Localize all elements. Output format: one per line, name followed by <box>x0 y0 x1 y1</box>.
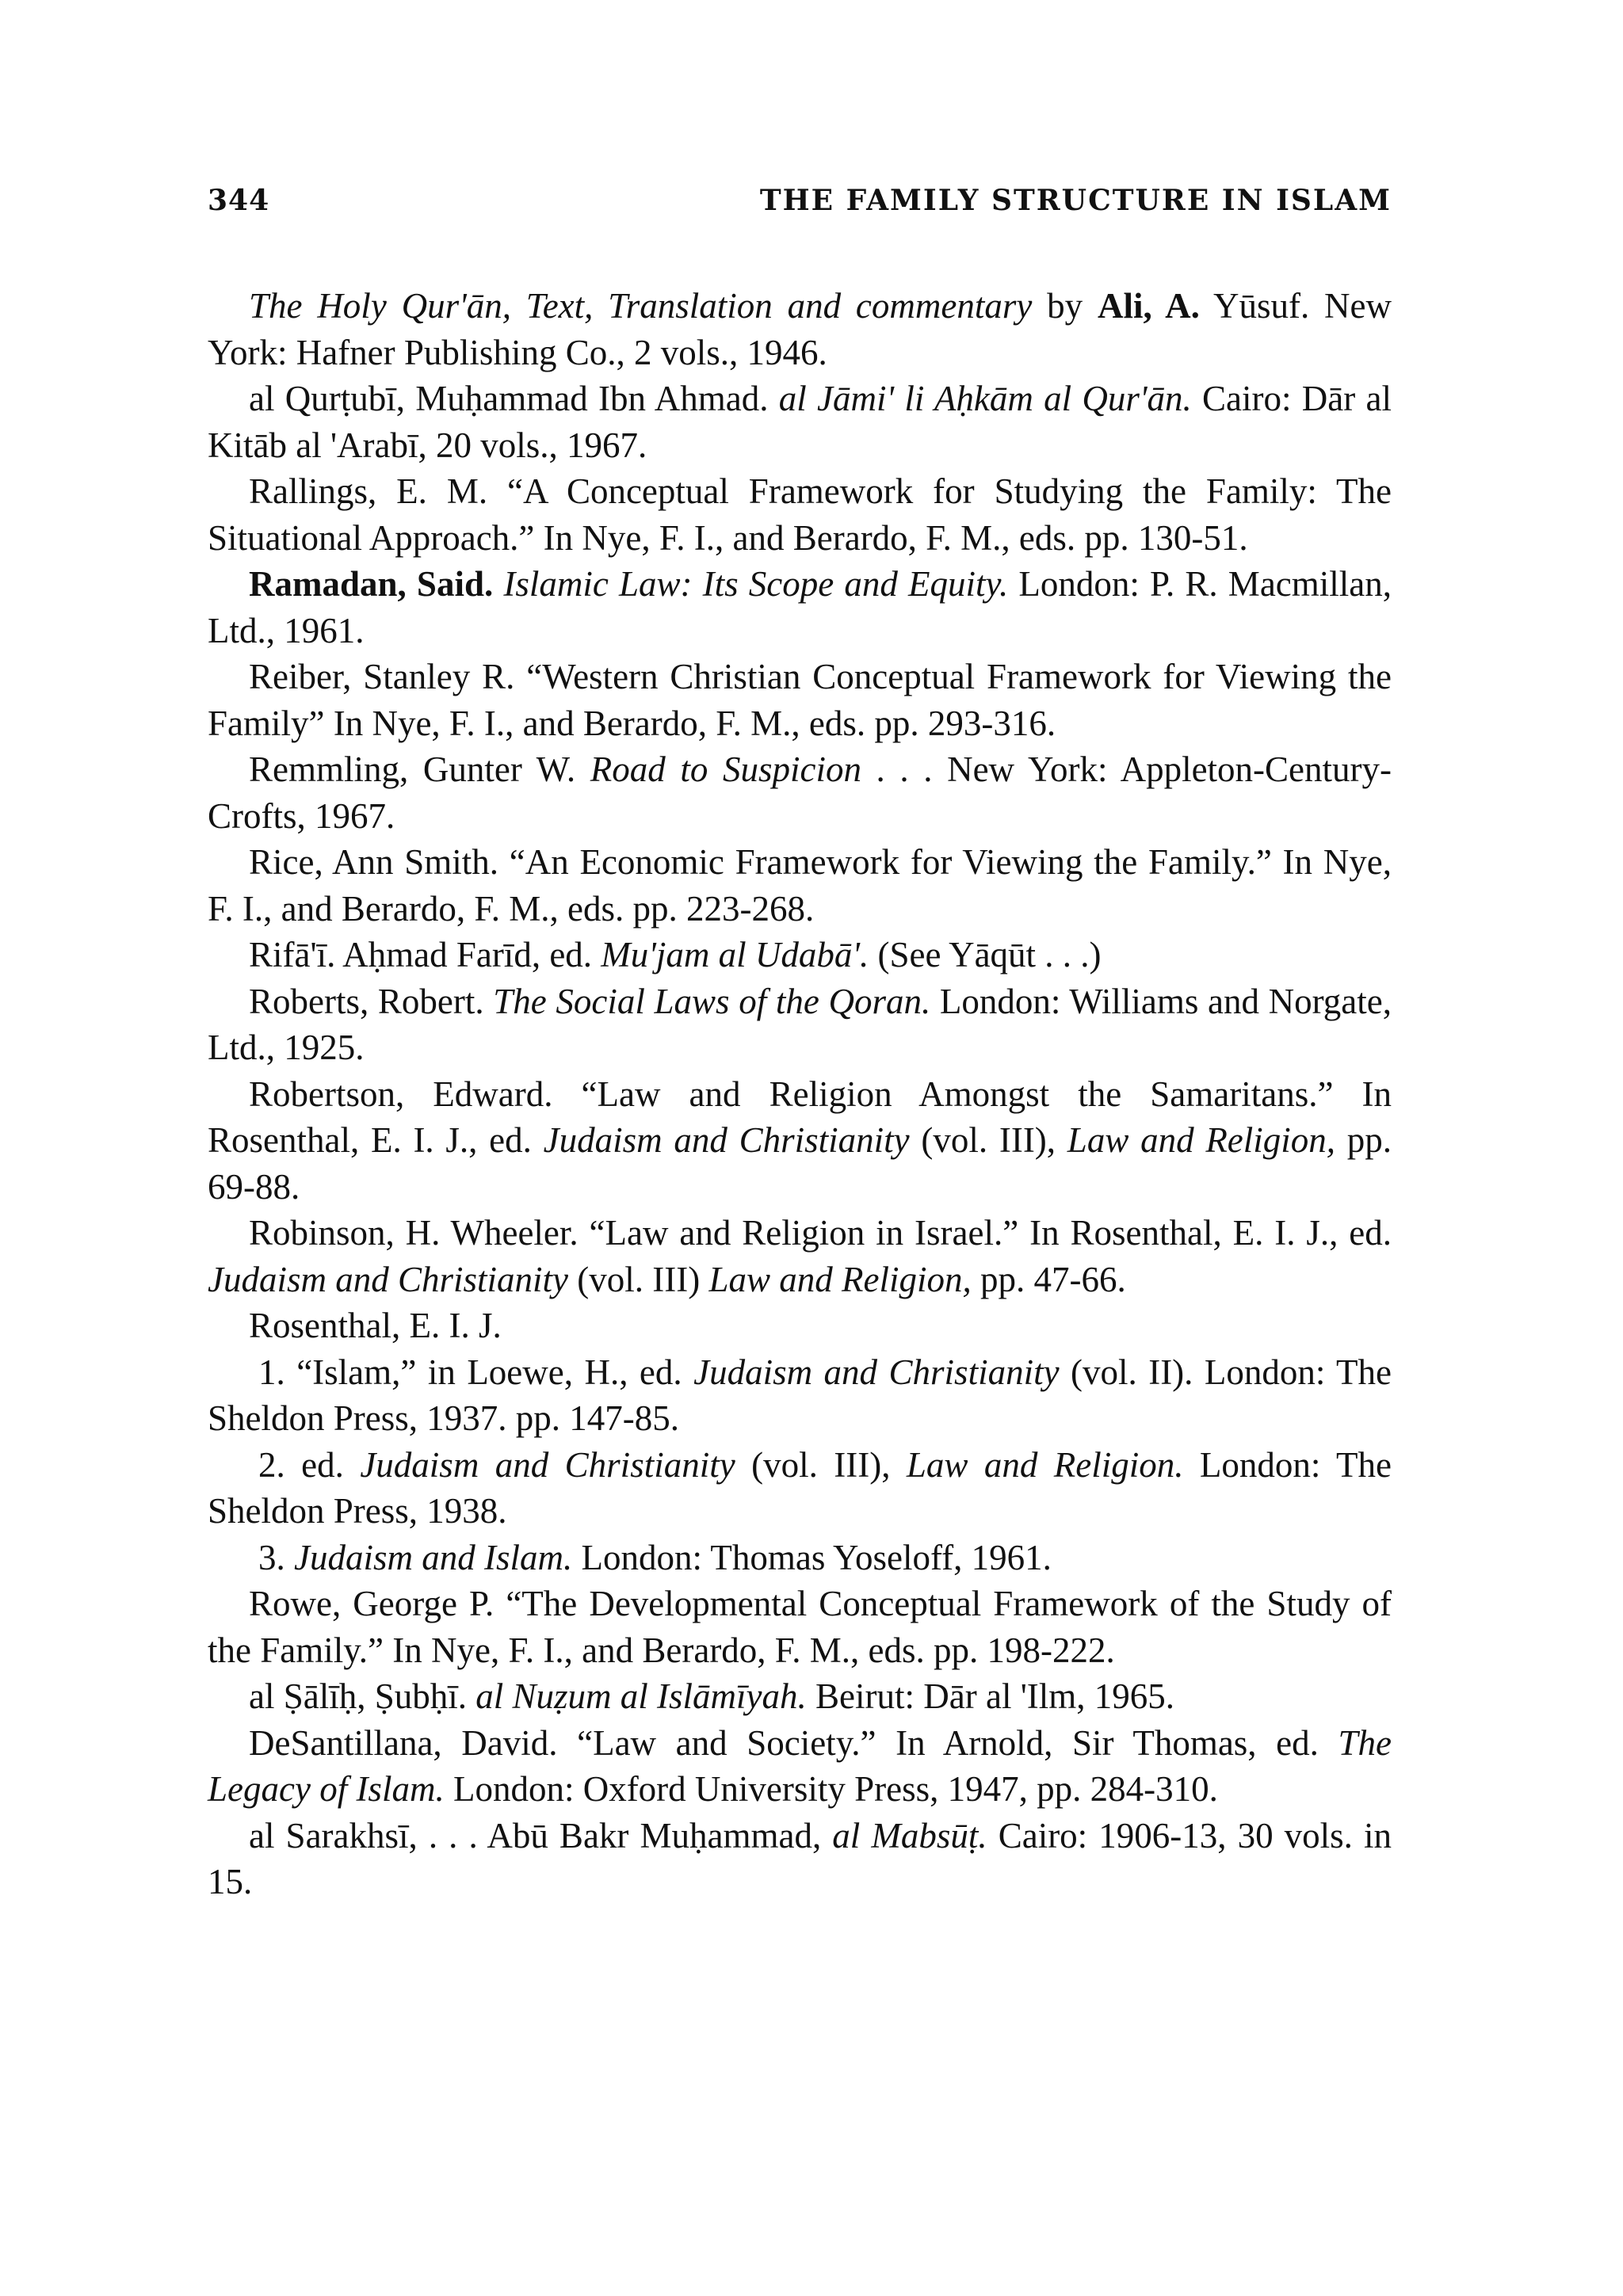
entry-text: Remmling, Gunter W. <box>249 749 590 789</box>
entry-text: Robertson, Edward. “Law and Religion Amongst the Samaritans.” In Rosenthal, E. I. J., ed. <box>208 1074 1392 1160</box>
entry-text: . . . New York: Appleton-Century-Crofts, 1967. <box>208 749 1392 836</box>
entry-text: (vol. III), <box>735 1444 907 1485</box>
entry-text: (See Yāqūt . . .) <box>869 935 1102 974</box>
entry-title-italic: Law and Religion. <box>906 1444 1184 1485</box>
entry-title-italic: The Holy Qur'ān, Text, Translation and commentary <box>249 286 1033 326</box>
bibliography-entry <box>208 1302 1392 1349</box>
entry-text: Rallings, E. M. “A Conceptual Framework for Studying the Family: The Situational Approach.” In Nye, F. I., and Berardo, F. M., eds. pp. 130-51. <box>208 471 1392 558</box>
entry-text: Rosenthal, E. I. J. <box>249 1306 502 1345</box>
bibliography-entry <box>208 1349 1392 1442</box>
bibliography-entry <box>208 1071 1392 1211</box>
entry-title-italic: Judaism and Christianity <box>543 1120 910 1160</box>
entry-title-italic: Judaism and Islam. <box>294 1537 573 1577</box>
entry-text: Reiber, Stanley R. “Western Christian Conceptual Framework for Viewing the Family” In Nye, F. I., and Berardo, F. M., eds. pp. 293-316. <box>208 657 1392 743</box>
entry-text: London: P. R. Macmillan, Ltd., 1961. <box>208 564 1392 650</box>
entry-text: (vol. III) <box>568 1259 709 1299</box>
entry-title-italic: Mu'jam al Udabā'. <box>601 935 869 974</box>
entry-text-bold: Ali, A. <box>1097 286 1200 326</box>
entry-text: 2. ed. <box>258 1444 361 1485</box>
bibliography-entry <box>208 1535 1392 1581</box>
entry-text: 3. <box>258 1537 294 1577</box>
entry-text: (vol. III), <box>909 1120 1067 1160</box>
entry-text: Cairo: Dār al Kitāb al 'Arabī, 20 vols., 1967. <box>208 379 1392 465</box>
entry-title-italic: Islamic Law: Its Scope and Equity. <box>503 564 1009 604</box>
entry-text: al Ṣālīḥ, Ṣubḥī. <box>249 1676 476 1716</box>
bibliography-entry <box>208 561 1392 654</box>
bibliography-entry <box>208 932 1392 978</box>
entry-text: Rifā'ī. Aḥmad Farīd, ed. <box>249 935 601 974</box>
page-number: 344 <box>208 184 270 217</box>
bibliography-entry <box>208 283 1392 376</box>
entry-title-italic: al Mabsūṭ. <box>832 1815 987 1855</box>
bibliography-entry <box>208 1581 1392 1673</box>
bibliography-entry <box>208 839 1392 932</box>
entry-text: al Sarakhsī, . . . Abū Bakr Muḥammad, <box>249 1815 833 1855</box>
entry-text: London: The Sheldon Press, 1938. <box>208 1444 1392 1531</box>
bibliography-entry <box>208 746 1392 839</box>
bibliography-entry <box>208 468 1392 561</box>
entry-text: (vol. II). London: The Sheldon Press, 1937. pp. 147-85. <box>208 1352 1392 1438</box>
entry-text: Robinson, H. Wheeler. “Law and Religion in Israel.” In Rosenthal, E. I. J., ed. <box>249 1213 1392 1253</box>
entry-text: pp. 47-66. <box>971 1259 1126 1299</box>
bibliography-entry <box>208 376 1392 468</box>
bibliography-entry <box>208 1673 1392 1720</box>
entry-text <box>493 564 503 604</box>
entry-text: London: Oxford University Press, 1947, pp. 284-310. <box>444 1769 1218 1809</box>
bibliography-entry <box>208 1720 1392 1813</box>
entry-text-bold: Ramadan, Said. <box>249 564 494 604</box>
bibliography-entry <box>208 1210 1392 1302</box>
bibliography-entry <box>208 1813 1392 1905</box>
bibliography-entry <box>208 978 1392 1071</box>
bibliography-entry <box>208 654 1392 746</box>
entry-title-italic: al Nuẓum al Islāmīyah. <box>475 1676 807 1716</box>
bibliography-list <box>208 283 1392 1905</box>
entry-text: Cairo: 1906-13, 30 vols. in 15. <box>208 1815 1392 1901</box>
entry-text: 1. “Islam,” in Loewe, H., ed. <box>258 1352 694 1392</box>
entry-title-italic: Law and Religion, <box>708 1259 972 1299</box>
entry-text: London: Thomas Yoseloff, 1961. <box>572 1537 1052 1577</box>
entry-text: DeSantillana, David. “Law and Society.” In Arnold, Sir Thomas, ed. <box>249 1722 1338 1763</box>
page-header <box>208 184 1392 231</box>
entry-text: Yūsuf. New York: Hafner Publishing Co., 2 vols., 1946. <box>208 286 1392 372</box>
entry-text: Beirut: Dār al 'Ilm, 1965. <box>806 1676 1175 1716</box>
entry-text: al Qurṭubī, Muḥammad Ibn Ahmad. <box>249 379 779 418</box>
entry-title-italic: al Jāmi' li Aḥkām al Qur'ān. <box>778 379 1192 418</box>
entry-title-italic: Judaism and Christianity <box>360 1444 735 1485</box>
entry-title-italic: The Social Laws of the Qoran. <box>493 981 931 1021</box>
entry-title-italic: Law and Religion, <box>1067 1120 1336 1160</box>
entry-text: Roberts, Robert. <box>249 981 494 1021</box>
entry-title-italic: Judaism and Christianity <box>693 1352 1060 1392</box>
entry-title-italic: Road to Suspicion <box>590 749 861 789</box>
entry-text: London: Williams and Norgate, Ltd., 1925. <box>208 981 1392 1067</box>
entry-text: Rowe, George P. “The Developmental Conceptual Framework of the Study of the Family.” In Nye, F. I., and Berardo, F. M., eds. pp. 198-222. <box>208 1584 1392 1670</box>
entry-text: by <box>1032 286 1098 326</box>
entry-title-italic: Judaism and Christianity <box>208 1259 569 1299</box>
entry-title-italic: The Legacy of Islam. <box>208 1722 1392 1809</box>
entry-text: pp. 69-88. <box>208 1120 1392 1207</box>
entry-text: Rice, Ann Smith. “An Economic Framework for Viewing the Family.” In Nye, F. I., and Berardo, F. M., eds. pp. 223-268. <box>208 842 1392 929</box>
running-title: THE FAMILY STRUCTURE IN ISLAM <box>759 184 1392 217</box>
bibliography-entry <box>208 1442 1392 1535</box>
